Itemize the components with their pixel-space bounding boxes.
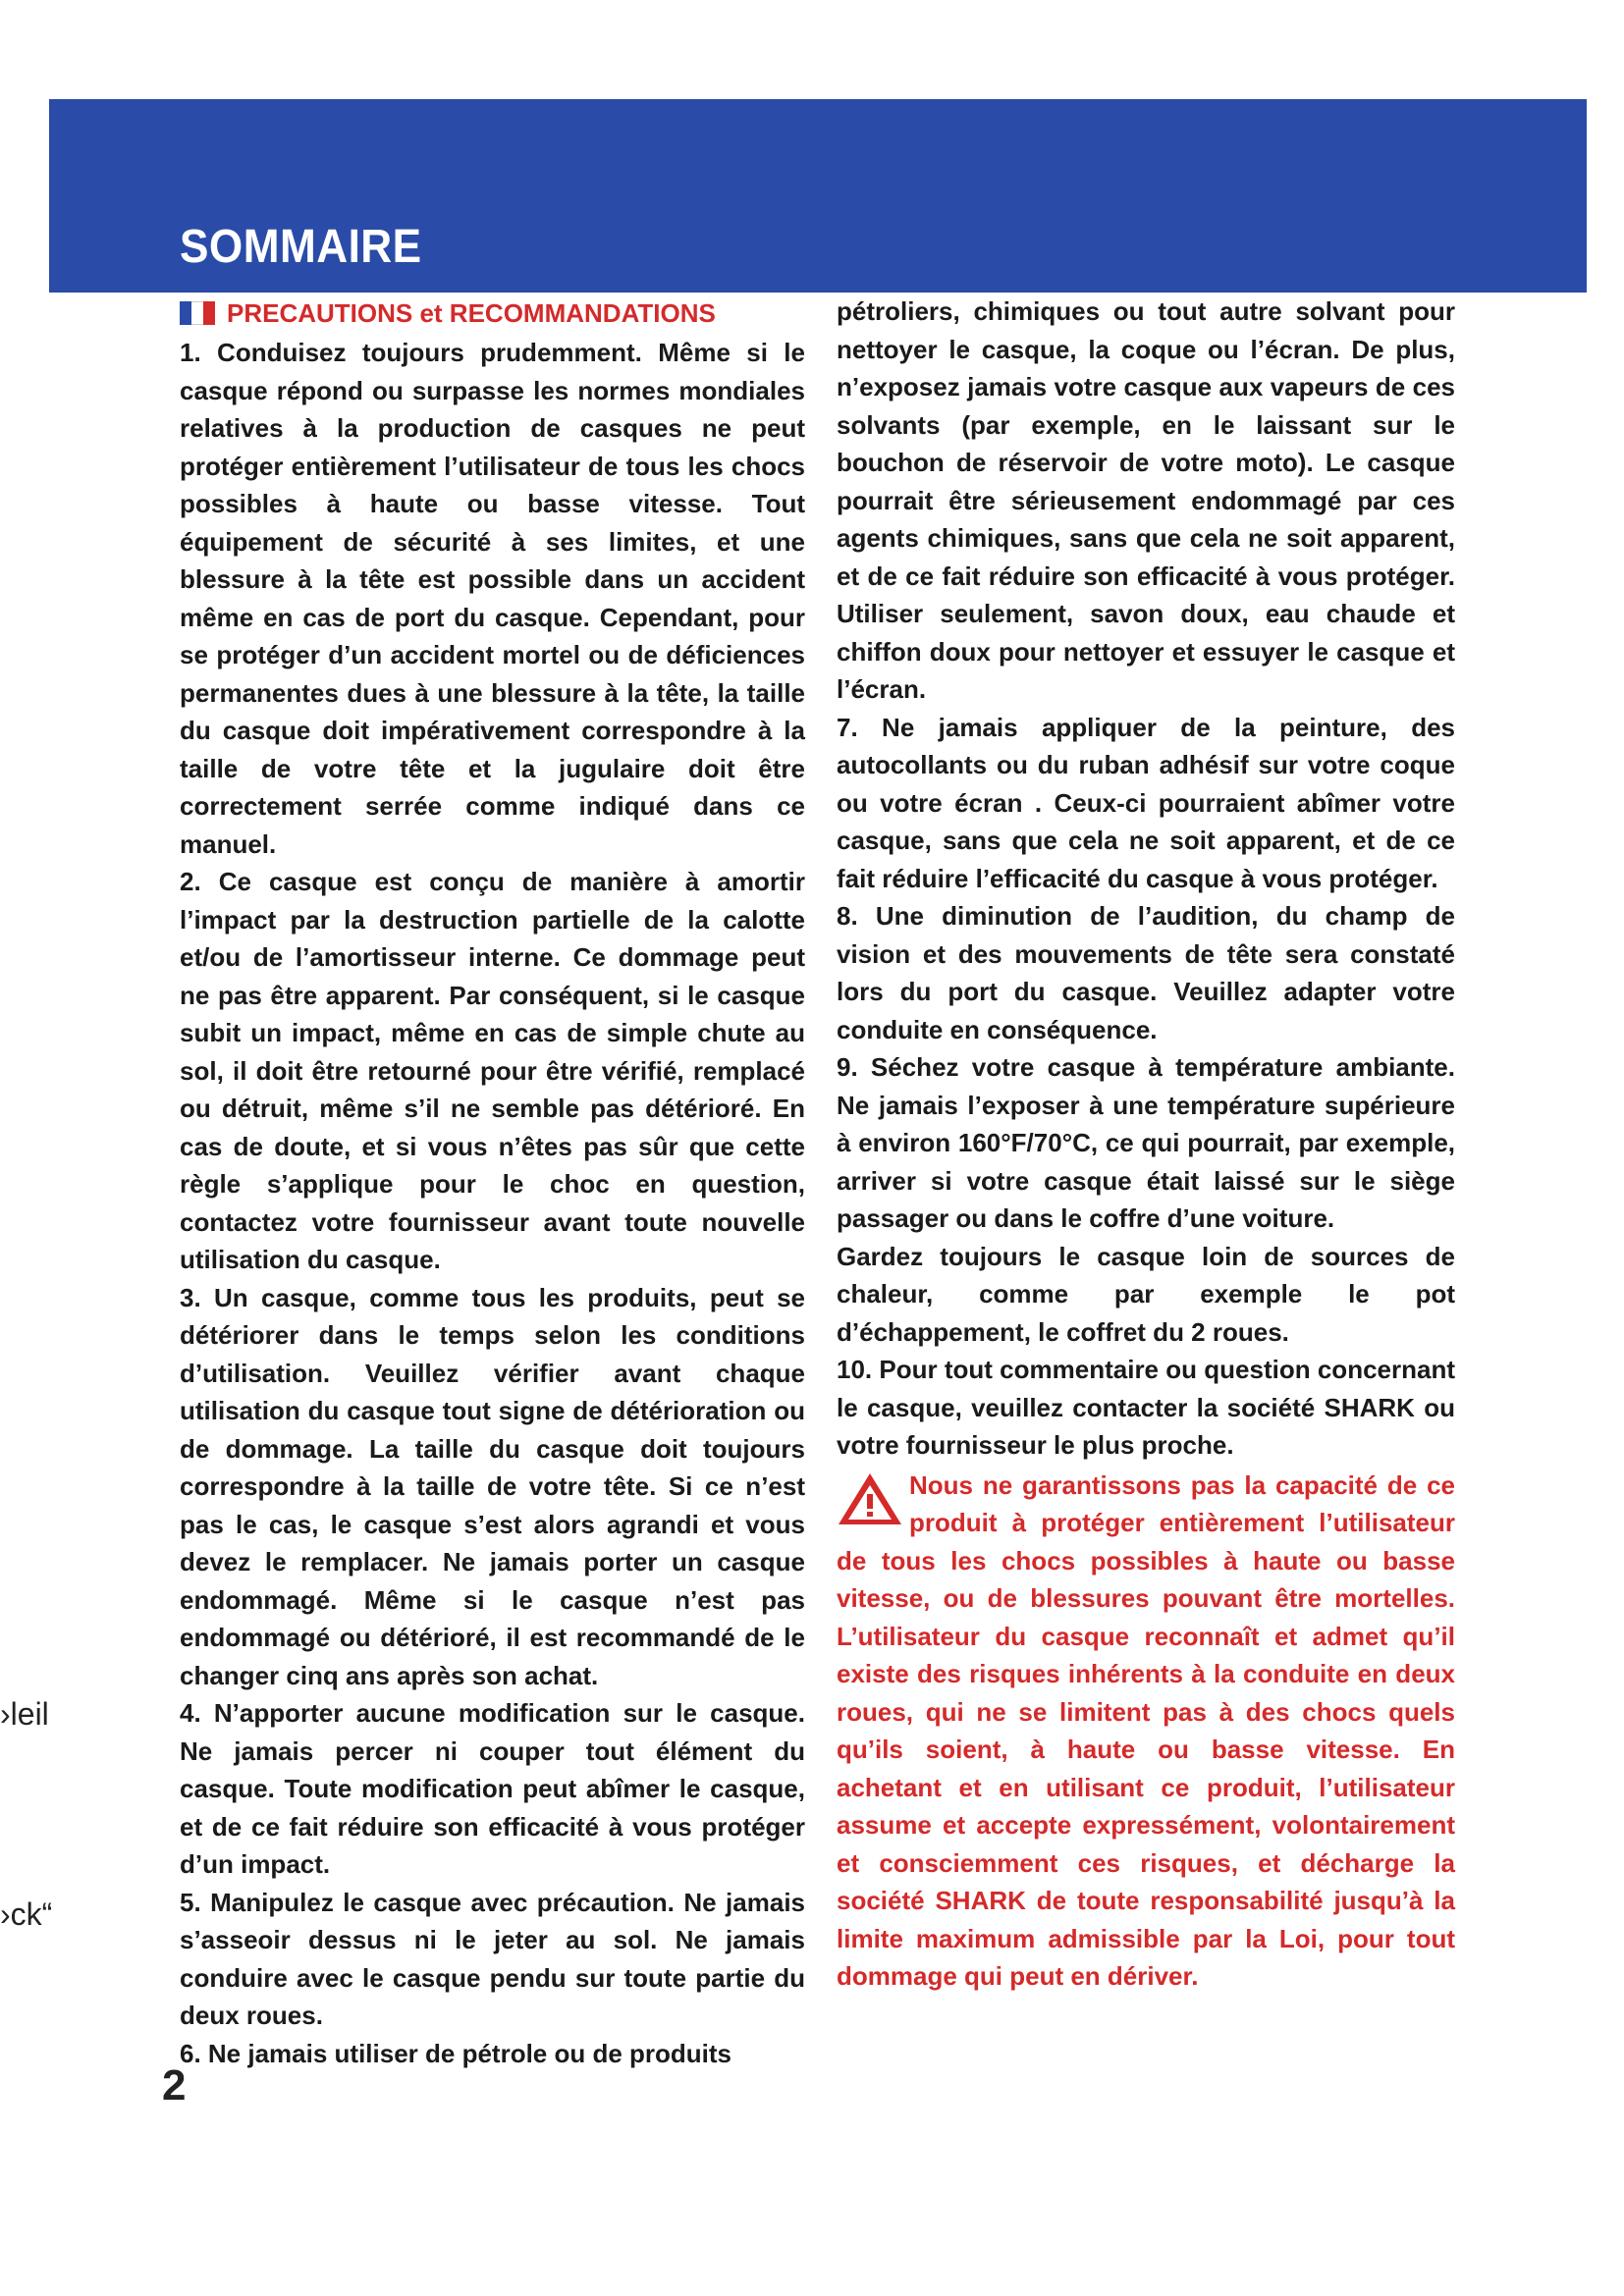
paragraph-6-continued: pétroliers, chimiques ou tout autre solvant pour nettoyer le casque, la coque ou l’écran. De plus, n’exposez jamais votre casque aux vapeurs de ces solvants (par exemple, en le laissant sur le bouchon de réservoir de votre moto). Le casque pourrait être sérieusement endommagé par ces agents chimiques, sans que cela ne soit apparent, et de ce fait réduire son efficacité à vous protéger. Utiliser seulement, savon doux, eau chaude et chiffon doux pour nettoyer et essuyer le casque et l’écran. — [837, 296, 1455, 704]
paragraph-7: 7. Ne jamais appliquer de la peinture, des autocollants ou du ruban adhésif sur votre coque ou votre écran . Ceux-ci pourraient abîmer votre casque, sans que cela ne soit apparent, et de ce fait réduire l’efficacité du casque à vous protéger. — [837, 712, 1455, 893]
section-heading — [180, 293, 805, 334]
left-column — [180, 293, 805, 2072]
right-column — [837, 293, 1455, 1996]
paragraph-3: 3. Un casque, comme tous les produits, peut se détériorer dans le temps selon les conditions d’utilisation. Veuillez vérifier avant chaque utilisation du casque tout signe de détérioration ou de dommage. La taille du casque doit toujours correspondre à la taille de votre tête. Si ce n’est pas le cas, le casque s’est alors agrandi et vous devez le remplacer. Ne jamais porter un casque endommagé. Même si le casque n’est pas endommagé ou détérioré, il est recommandé de le changer cinq ans après son achat. — [180, 1282, 805, 1690]
page-number: 2 — [162, 2061, 187, 2109]
paragraph-10: 10. Pour tout commentaire ou question concernant le casque, veuillez contacter la société SHARK ou votre fournisseur le plus proche. — [837, 1355, 1455, 1460]
paragraph-5: 5. Manipulez le casque avec précaution. Ne jamais s’asseoir dessus ni le jeter au sol. Ne jamais conduire avec le casque pendu sur toute partie du deux roues. — [180, 1887, 805, 2030]
paragraph-1: 1. Conduisez toujours prudemment. Même si le casque répond ou surpasse les normes mondiales relatives à la production de casques ne peut protéger entièrement l’utilisateur de tous les chocs possibles à haute ou basse vitesse. Tout équipement de sécurité à ses limites, et une blessure à la tête est possible dans un accident même en cas de port du casque. Cependant, pour se protéger d’un accident mortel ou de déficiences permanentes dues à une blessure à la tête, la taille du casque doit impérativement correspondre à la taille de votre tête et la jugulaire doit être correctement serrée comme indiqué dans ce manuel. — [180, 338, 805, 859]
section-heading-label: PRECAUTIONS et RECOMMANDATIONS — [227, 298, 716, 328]
paragraph-6-start: 6. Ne jamais utiliser de pétrole ou de produits — [180, 2038, 732, 2068]
paragraph-4: 4. N’apporter aucune modification sur le casque. Ne jamais percer ni couper tout élément du casque. Toute modification peut abîmer le casque, et de ce fait réduire son efficacité à vous protéger d’un impact. — [180, 1698, 805, 1879]
paragraph-2: 2. Ce casque est conçu de manière à amortir l’impact par la destruction partielle de la calotte et/ou de l’amortisseur interne. Ce dommage peut ne pas être apparent. Par conséquent, si le casque subit un impact, même en cas de simple chute au sol, il doit être retourné pour être vérifié, remplacé ou détruit, même s’il ne semble pas détérioré. En cas de doute, et si vous n’êtes pas sûr que cette règle s’applique pour le choc en question, contactez votre fournisseur avant toute nouvelle utilisation du casque. — [180, 867, 805, 1274]
paragraph-8: 8. Une diminution de l’audition, du champ de vision et des mouvements de tête sera constaté lors du port du casque. Veuillez adapter votre conduite en conséquence. — [837, 901, 1455, 1044]
paragraph-9-heat: Gardez toujours le casque loin de sources de chaleur, comme par exemple le pot d’échappement, le coffret du 2 roues. — [837, 1241, 1455, 1347]
warning-text: Nous ne garantissons pas la capacité de ce produit à protéger entièrement l’utilisateur de tous les chocs possibles à haute ou basse vitesse, ou de blessures pouvant être mortelles. L’utilisateur du casque reconnaît et admet qu’il existe des risques inhérents à la conduite en deux roues, qui ne se limitent pas à des chocs quels qu’ils soient, à haute ou basse vitesse. En achetant et en utilisant ce produit, l’utilisateur assume et accepte expressément, volontairement et consciemment ces risques, et décharge la société SHARK de toute responsabilité jusqu’à la limite maximum admissible par la Loi, pour tout dommage qui peut en dériver. — [837, 1469, 1455, 1991]
warning-triangle-icon — [837, 1470, 903, 1527]
french-flag-icon — [180, 301, 215, 325]
warning-block — [837, 1467, 1455, 1996]
margin-fragment: ›ck“ — [0, 1896, 53, 1932]
margin-fragment: ›leil — [0, 1696, 49, 1732]
page-title: SOMMAIRE — [180, 221, 422, 273]
paragraph-9: 9. Séchez votre casque à température ambiante. Ne jamais l’exposer à une température supérieure à environ 160°F/70°C, ce qui pourrait, par exemple, arriver si votre casque était laissé sur le siège passager ou dans le coffre d’une voiture. — [837, 1052, 1455, 1233]
